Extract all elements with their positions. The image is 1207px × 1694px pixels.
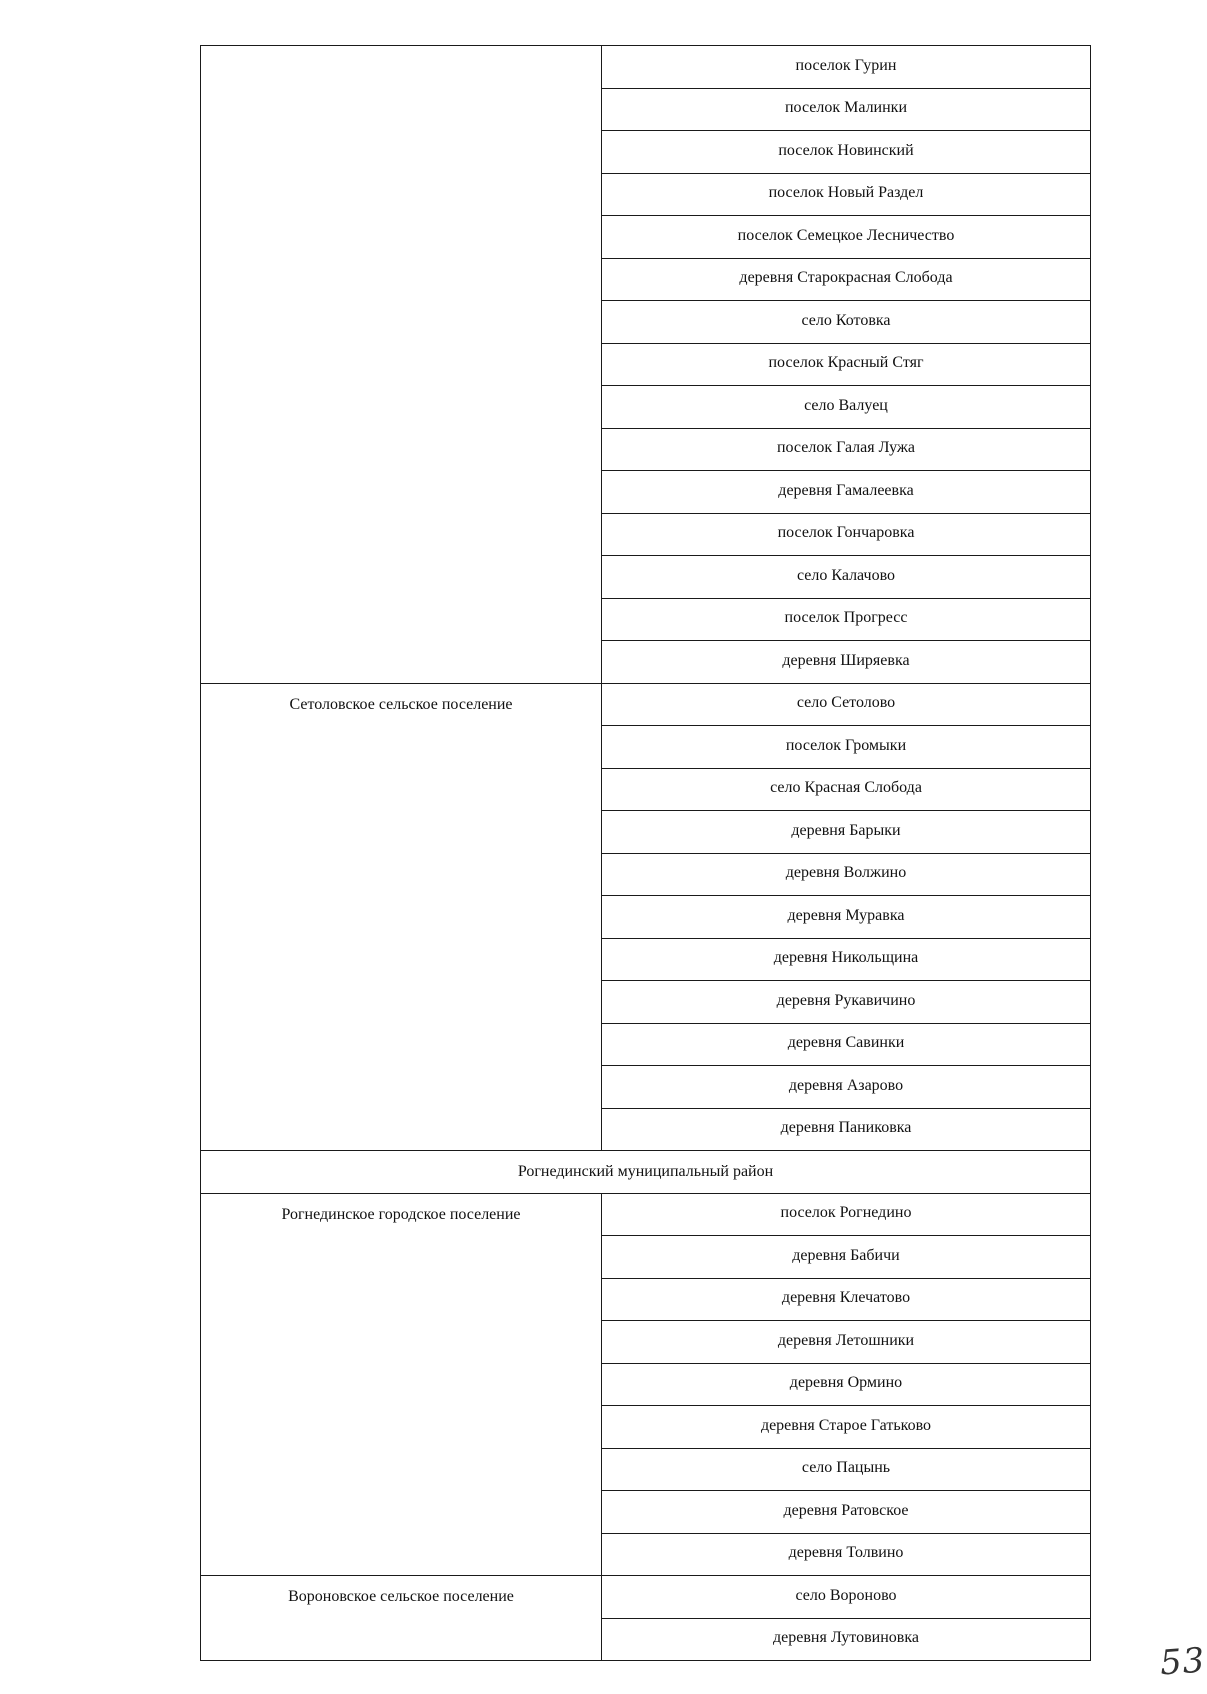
district-row <box>201 1151 1091 1194</box>
settlement-cell <box>602 88 1091 131</box>
settlement-name: деревня Рукавичино <box>776 991 916 1009</box>
settlement-name: деревня Старокрасная Слобода <box>739 269 953 287</box>
settlement-cell <box>602 1533 1091 1576</box>
settlement-name: деревня Никольщина <box>773 949 919 967</box>
settlement-cell <box>602 131 1091 174</box>
settlement-cell <box>602 1406 1091 1449</box>
settlements-table <box>200 45 1091 1661</box>
settlement-name: деревня Азарово <box>788 1076 904 1094</box>
settlement-cell <box>602 1618 1091 1661</box>
settlement-cell <box>602 1066 1091 1109</box>
settlement-name: село Сетолово <box>796 694 896 712</box>
table-row <box>201 1193 1091 1236</box>
settlement-cell <box>602 641 1091 684</box>
settlement-name: деревня Бабичи <box>792 1246 900 1264</box>
settlement-name: деревня Лутовиновка <box>773 1629 919 1647</box>
settlement-name: поселок Новинский <box>778 141 914 159</box>
settlement-cell <box>602 726 1091 769</box>
settlement-cell <box>602 683 1091 726</box>
settlement-name: поселок Новый Раздел <box>768 184 924 202</box>
settlement-cell <box>602 1363 1091 1406</box>
table-row <box>201 46 1091 89</box>
settlement-cell <box>602 1193 1091 1236</box>
settlement-name: поселок Галая Лужа <box>776 439 916 457</box>
settlement-name: село Красная Слобода <box>770 779 922 797</box>
settlement-cell <box>602 343 1091 386</box>
settlement-name: село Вороново <box>795 1586 897 1604</box>
settlement-cell <box>602 981 1091 1024</box>
table-row <box>201 683 1091 726</box>
settlement-cell <box>602 258 1091 301</box>
settlement-cell <box>602 1023 1091 1066</box>
settlement-name: деревня Клечатово <box>781 1289 911 1307</box>
settlement-name: деревня Муравка <box>787 906 905 924</box>
settlement-cell <box>602 1491 1091 1534</box>
settlement-name: деревня Ширяевка <box>782 651 910 669</box>
settlement-name: поселок Гурин <box>795 56 897 74</box>
settlement-cell <box>602 938 1091 981</box>
settlement-group-name: Вороновское сельское поселение <box>288 1588 514 1605</box>
settlement-name: поселок Рогнедино <box>780 1204 912 1222</box>
settlement-cell <box>602 598 1091 641</box>
group-continued-cell <box>201 46 602 684</box>
settlement-cell <box>602 768 1091 811</box>
settlement-name: деревня Барыки <box>791 821 901 839</box>
group-voronovskoe-cell <box>201 1576 602 1661</box>
settlement-cell <box>602 1236 1091 1279</box>
handwritten-page-number: 53 <box>1158 1640 1207 1684</box>
settlement-name: поселок Прогресс <box>784 609 908 627</box>
settlement-name: село Пацынь <box>801 1459 891 1477</box>
settlement-cell <box>602 46 1091 89</box>
settlement-name: деревня Ормино <box>789 1374 903 1392</box>
settlement-group-name <box>201 46 601 58</box>
settlement-cell <box>602 853 1091 896</box>
group-rognedinskoe-cell <box>201 1193 602 1576</box>
settlement-cell <box>602 1576 1091 1619</box>
settlement-cell <box>602 556 1091 599</box>
settlement-cell <box>602 811 1091 854</box>
settlement-name: поселок Громыки <box>785 736 907 754</box>
table-row <box>201 1576 1091 1619</box>
settlement-name: поселок Гончаровка <box>777 524 915 542</box>
settlement-cell <box>602 173 1091 216</box>
settlement-cell <box>602 301 1091 344</box>
settlement-name: деревня Старое Гатьково <box>760 1416 932 1434</box>
settlement-name: село Котовка <box>801 311 891 329</box>
settlement-name: поселок Красный Стяг <box>768 354 924 372</box>
settlement-cell <box>602 216 1091 259</box>
settlement-cell <box>602 386 1091 429</box>
district-name: Рогнединский муниципальный район <box>201 1151 1091 1194</box>
settlement-cell <box>602 1108 1091 1151</box>
settlement-name: деревня Волжино <box>785 864 907 882</box>
settlement-name: деревня Толвино <box>788 1544 904 1562</box>
settlement-cell <box>602 471 1091 514</box>
settlement-name: деревня Паниковка <box>780 1119 912 1137</box>
settlement-name: село Калачово <box>796 566 896 584</box>
settlement-cell <box>602 428 1091 471</box>
settlement-cell <box>602 896 1091 939</box>
settlement-name: село Валуец <box>804 396 888 414</box>
settlement-cell <box>602 1321 1091 1364</box>
settlement-name: деревня Савинки <box>787 1034 905 1052</box>
settlement-cell <box>602 1448 1091 1491</box>
settlement-name: деревня Летошники <box>777 1331 915 1349</box>
settlement-name: деревня Ратовское <box>783 1501 909 1519</box>
settlement-cell <box>602 513 1091 556</box>
settlement-name: поселок Малинки <box>784 99 908 117</box>
settlement-name: деревня Гамалеевка <box>778 481 914 499</box>
group-setolovskoe-cell <box>201 683 602 1151</box>
settlements-table-body <box>201 46 1091 1661</box>
settlement-group-name: Рогнединское городское поселение <box>281 1205 521 1223</box>
settlement-name: поселок Семецкое Лесничество <box>737 226 955 244</box>
settlement-group-name: Сетоловское сельское поселение <box>289 695 513 713</box>
settlement-cell <box>602 1278 1091 1321</box>
